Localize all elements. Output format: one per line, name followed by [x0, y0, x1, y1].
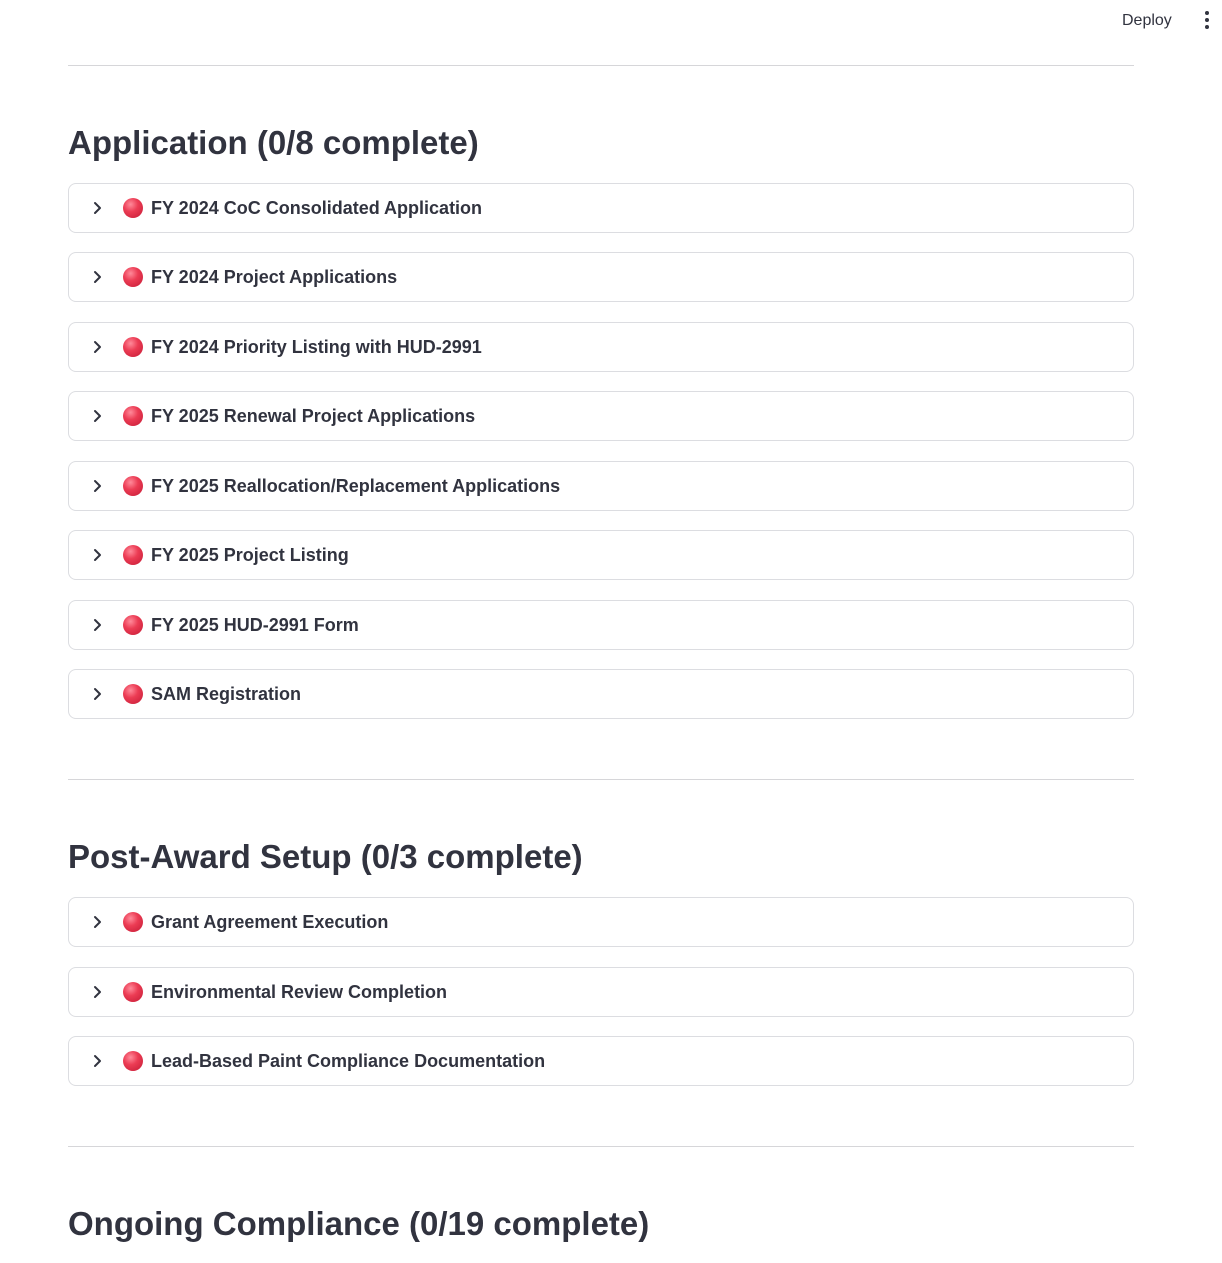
expander-item[interactable] — [68, 391, 1134, 441]
section-title-application: Application (0/8 complete) — [68, 124, 479, 161]
expander-item[interactable] — [68, 1036, 1134, 1086]
section-title-ongoing-compliance: Ongoing Compliance (0/19 complete) — [68, 1205, 650, 1242]
red-circle-icon — [123, 684, 143, 704]
chevron-right-icon — [91, 408, 105, 424]
section-divider — [68, 65, 1134, 66]
expander-label: FY 2025 Renewal Project Applications — [151, 406, 476, 426]
red-circle-icon — [123, 406, 143, 426]
red-circle-icon — [123, 337, 143, 357]
chevron-right-icon — [91, 1053, 105, 1069]
expander-label: FY 2024 Priority Listing with HUD-2991 — [151, 337, 482, 357]
expander-item[interactable] — [68, 461, 1134, 511]
expander-label: FY 2024 CoC Consolidated Application — [151, 198, 483, 218]
expander-label: Grant Agreement Execution — [151, 912, 389, 932]
expander-label: Lead-Based Paint Compliance Documentation — [151, 1051, 546, 1071]
red-circle-icon — [123, 545, 143, 565]
expander-item[interactable] — [68, 967, 1134, 1017]
expander-item[interactable] — [68, 530, 1134, 580]
red-circle-icon — [123, 912, 143, 932]
section-divider — [68, 779, 1134, 780]
expander-item[interactable] — [68, 183, 1134, 233]
red-circle-icon — [123, 1051, 143, 1071]
expander-item[interactable] — [68, 897, 1134, 947]
expander-label: SAM Registration — [151, 684, 302, 704]
red-circle-icon — [123, 476, 143, 496]
chevron-right-icon — [91, 914, 105, 930]
chevron-right-icon — [91, 984, 105, 1000]
expander-label: FY 2024 Project Applications — [151, 267, 398, 287]
red-circle-icon — [123, 267, 143, 287]
expander-item[interactable] — [68, 322, 1134, 372]
chevron-right-icon — [91, 269, 105, 285]
expander-label: FY 2025 HUD-2991 Form — [151, 615, 359, 635]
expander-label: FY 2025 Project Listing — [151, 545, 349, 565]
deploy-button[interactable]: Deploy — [1122, 12, 1172, 29]
chevron-right-icon — [91, 478, 105, 494]
chevron-right-icon — [91, 339, 105, 355]
chevron-right-icon — [91, 200, 105, 216]
expander-label: Environmental Review Completion — [151, 982, 448, 1002]
red-circle-icon — [123, 198, 143, 218]
chevron-right-icon — [91, 686, 105, 702]
app-header — [0, 0, 1222, 40]
expander-label: FY 2025 Reallocation/Replacement Applications — [151, 476, 561, 496]
red-circle-icon — [123, 615, 143, 635]
section-divider — [68, 1146, 1134, 1147]
section-title-post-award: Post-Award Setup (0/3 complete) — [68, 838, 583, 875]
expander-item[interactable] — [68, 252, 1134, 302]
vertical-ellipsis-icon[interactable] — [1198, 9, 1216, 31]
expander-item[interactable] — [68, 669, 1134, 719]
chevron-right-icon — [91, 617, 105, 633]
expander-item[interactable] — [68, 600, 1134, 650]
red-circle-icon — [123, 982, 143, 1002]
chevron-right-icon — [91, 547, 105, 563]
